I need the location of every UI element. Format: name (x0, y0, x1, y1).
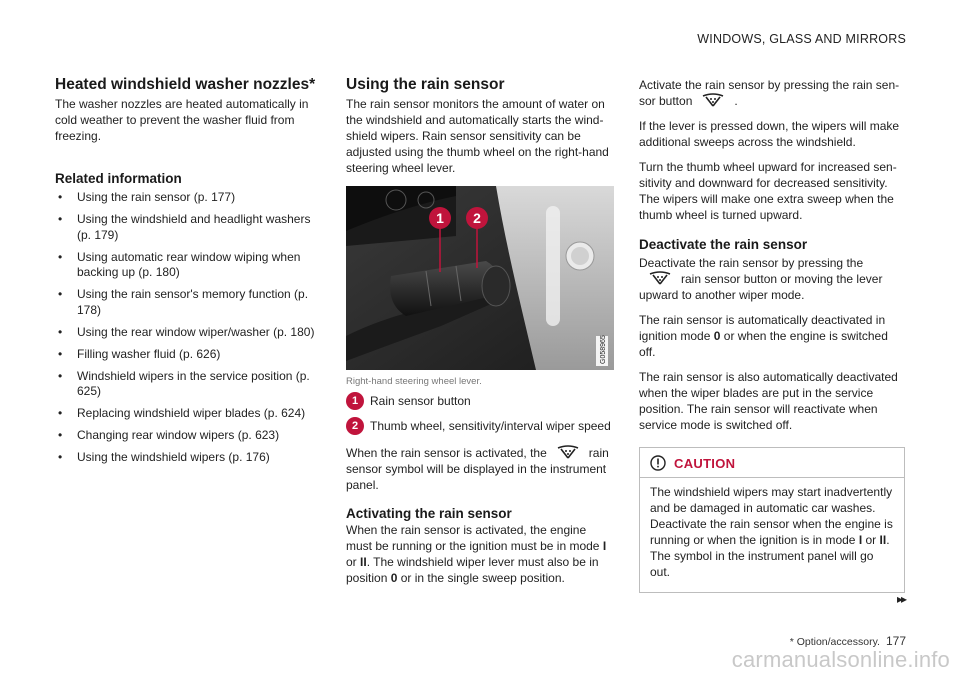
deactivate-paragraph (639, 255, 905, 303)
heated-nozzles-title: Heated windshield washer nozzles* (55, 76, 316, 93)
caution-box (639, 447, 905, 593)
image-code: G058965 (600, 335, 607, 364)
mode-0: 0 (713, 329, 721, 343)
related-information (55, 170, 317, 466)
page-number: 177 (885, 634, 906, 648)
page-footer (790, 634, 906, 648)
callout-text-2: Thumb wheel, sensitivity/interval wiper speed (370, 419, 611, 433)
heated-nozzles-intro: The washer nozzles are heated automatically in cold weather to prevent the washer fluid from freezing. (55, 97, 309, 143)
caution-text-1: The windshield wipers may start inadvertently and be damaged in automatic car washes. Deactivate the rain sensor when the engine is running or when the ignition is in mode (650, 485, 893, 547)
column-heated-nozzles (55, 75, 317, 472)
callout-badge-1: 1 (346, 392, 364, 410)
column-rain-sensor-continued (639, 75, 905, 593)
mode-II: II (879, 533, 887, 547)
related-link[interactable]: • Using the windshield and headlight washers (p. 179) (55, 212, 317, 243)
auto-off-paragraph-1 (639, 312, 905, 360)
related-link[interactable]: • Changing rear window wipers (p. 623) (55, 428, 317, 444)
callout-badge-2: 2 (346, 417, 364, 435)
activated-paragraph (346, 445, 614, 493)
callout-2 (346, 418, 614, 435)
callout-1 (346, 393, 614, 410)
thumb-wheel-paragraph: Turn the thumb wheel upward for increased sen-sitivity and downward for decreased sensitivity. The wipers will make one extra sweep when the thumb wheel is turned upward. (639, 160, 897, 222)
deactivate-post: rain sensor button or moving the lever upward to another wiper mode. (639, 272, 883, 302)
rain-sensor-intro: The rain sensor monitors the amount of water on the windshield and automatically starts the wind-shield wipers. Rain sensor sensitivity can be adjusted using the thumb wheel on the right-hand steering wheel lever. (346, 97, 609, 175)
activate-paragraph (639, 77, 905, 109)
rain-sensor-icon (700, 93, 726, 107)
mode-I: I (858, 533, 863, 547)
activating-text-1: When the rain sensor is activated, the engine must be running or the ignition must be in mode (346, 523, 600, 553)
activate-pre: Activate the rain sensor by pressing the rain sen-sor button (639, 78, 900, 108)
rain-sensor-icon (647, 271, 673, 285)
related-link[interactable]: • Using automatic rear window wiping when backing up (p. 180) (55, 250, 317, 281)
mode-II: II (360, 555, 367, 569)
rain-sensor-icon (555, 445, 581, 459)
auto-off-paragraph-2: The rain sensor is also automatically deactivated when the wiper blades are put in the service position. The rain sensor will reactivate when service mode is switched off. (639, 370, 898, 432)
activating-paragraph (346, 522, 614, 586)
activated-pre: When the rain sensor is activated, the (346, 446, 547, 460)
deactivate-pre: Deactivate the rain sensor by pressing the (639, 256, 864, 270)
footnote: * Option/accessory. (789, 636, 880, 648)
related-list (55, 190, 317, 466)
activating-text-2: . The windshield wiper lever must also be in position (346, 555, 599, 585)
caution-header (640, 455, 904, 478)
related-link[interactable]: • Windshield wipers in the service position (p. 625) (55, 369, 317, 400)
related-link[interactable]: • Replacing windshield wiper blades (p. 624) (55, 406, 317, 422)
rain-sensor-title: Using the rain sensor (346, 76, 505, 93)
or-text: or (346, 555, 357, 569)
activating-text-3: or in the single sweep position. (400, 571, 565, 585)
activating-title: Activating the rain sensor (346, 506, 512, 521)
related-link[interactable]: • Using the windshield wipers (p. 176) (55, 450, 317, 466)
callout-text-1: Rain sensor button (370, 394, 471, 408)
caution-icon (650, 455, 666, 471)
photo-marker-2: 2 (473, 210, 481, 226)
auto-off-pre: The rain sensor is automatically deactivated in ignition mode (639, 313, 886, 343)
or-text: or (865, 533, 877, 547)
caution-title: CAUTION (674, 455, 736, 471)
related-link[interactable]: • Using the rain sensor's memory function (p. 178) (55, 287, 317, 318)
activated-post: rain sensor symbol will be displayed in the instrument panel. (346, 446, 609, 492)
mode-I: I (602, 539, 607, 553)
auto-off-post: or when the engine is switched off. (639, 329, 888, 359)
photo-caption: Right-hand steering wheel lever. (346, 376, 482, 387)
next-page-icon[interactable]: ▸▸ (896, 592, 905, 606)
mode-0: 0 (390, 571, 398, 585)
steering-lever-photo (346, 186, 614, 370)
caution-text-2: . The symbol in the instrument panel will go out. (650, 533, 890, 579)
column-using-rain-sensor (346, 75, 614, 586)
watermark: carmanualsonline.info (731, 647, 950, 672)
related-link[interactable]: • Using the rain sensor (p. 177) (55, 190, 317, 206)
deactivate-title: Deactivate the rain sensor (639, 237, 808, 252)
related-information-title: Related information (55, 171, 182, 186)
lever-down-paragraph: If the lever is pressed down, the wipers will make additional sweeps across the windshield. (639, 119, 900, 149)
caution-text (650, 484, 894, 580)
section-header: WINDOWS, GLASS AND MIRRORS (697, 32, 906, 46)
related-link[interactable]: • Filling washer fluid (p. 626) (55, 347, 317, 363)
activate-post: . (734, 94, 738, 108)
related-link[interactable]: • Using the rear window wiper/washer (p. 180) (55, 325, 317, 341)
photo-marker-1: 1 (436, 210, 444, 226)
